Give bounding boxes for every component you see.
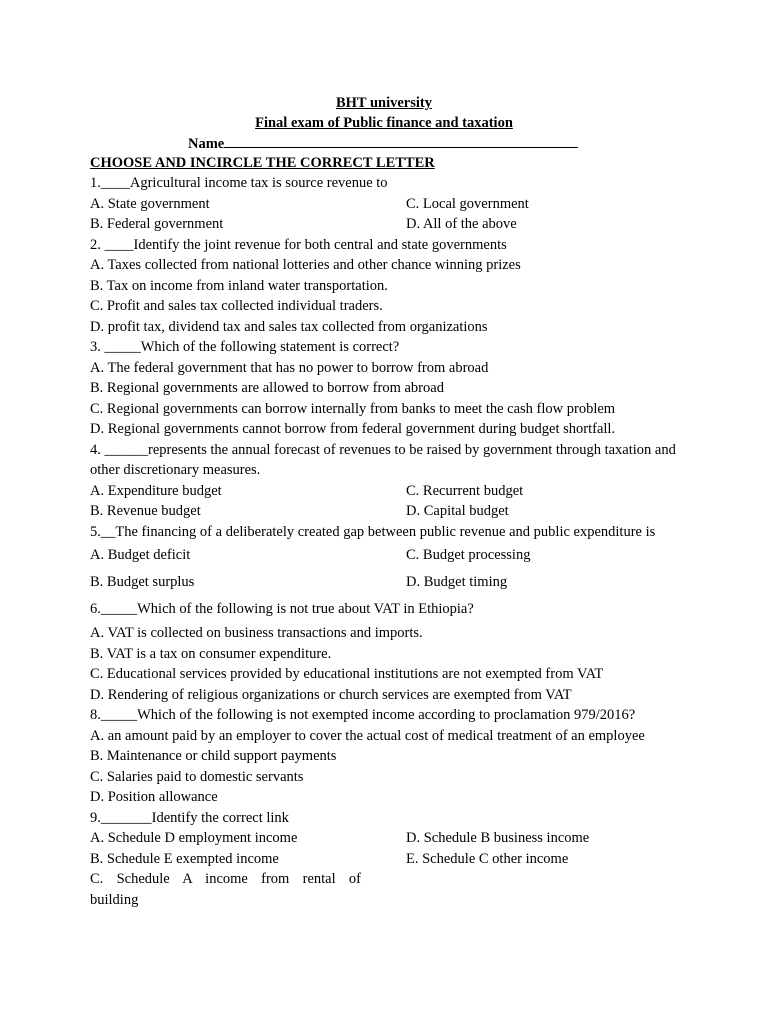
- q8-option-a: A. an amount paid by an employer to cover the actual cost of medical treatment of an employee: [90, 727, 645, 744]
- question-2: 2. ____Identify the joint revenue for both central and state governments: [90, 236, 507, 253]
- q8-option-d: D. Position allowance: [90, 789, 218, 805]
- question-9-options-row-2: [90, 849, 678, 870]
- q1-option-a: A. State government: [90, 195, 210, 212]
- q1-option-c: C. Local government: [406, 195, 529, 212]
- q2-option-b: B. Tax on income from inland water transportation.: [90, 277, 388, 294]
- q3-option-b: B. Regional governments are allowed to borrow from abroad: [90, 380, 444, 396]
- question-5-options-row-2: [90, 569, 678, 596]
- q9-option-a: A. Schedule D employment income: [90, 830, 298, 846]
- q6-option-c: C. Educational services provided by educational institutions are not exempted from VAT: [90, 666, 604, 682]
- q1-option-d: D. All of the above: [406, 216, 517, 232]
- q6-option-a: A. VAT is collected on business transactions and imports.: [90, 625, 423, 641]
- q6-option-d: D. Rendering of religious organizations or church services are exempted from VAT: [90, 686, 572, 703]
- question-4-options-row-1: [90, 481, 678, 502]
- question-9-options-row-1: [90, 828, 678, 849]
- q8-option-c: C. Salaries paid to domestic servants: [90, 768, 304, 785]
- question-6: 6._____Which of the following is not true about VAT in Ethiopia?: [90, 601, 474, 617]
- name-label: Name: [188, 136, 225, 152]
- question-5: 5.__The financing of a deliberately created gap between public revenue and public expenditure is: [90, 523, 656, 540]
- question-3: 3. _____Which of the following statement is correct?: [90, 339, 400, 355]
- q8-option-b: B. Maintenance or child support payments: [90, 748, 337, 764]
- q9-option-d: D. Schedule B business income: [406, 830, 590, 846]
- exam-page: [90, 93, 678, 910]
- q4-option-b: B. Revenue budget: [90, 503, 201, 519]
- q2-option-d: D. profit tax, dividend tax and sales tax collected from organizations: [90, 318, 488, 335]
- q5-option-d: D. Budget timing: [406, 574, 508, 590]
- university-title: BHT university: [335, 95, 432, 111]
- q5-option-a: A. Budget deficit: [90, 547, 191, 563]
- q3-option-c: C. Regional governments can borrow internally from banks to meet the cash flow problem: [90, 400, 616, 417]
- q9-option-e: E. Schedule C other income: [406, 850, 569, 867]
- question-8: 8._____Which of the following is not exempted income according to proclamation 979/2016?: [90, 707, 636, 723]
- q5-option-b: B. Budget surplus: [90, 574, 195, 590]
- q4-option-d: D. Capital budget: [406, 503, 509, 519]
- question-1-options-row-2: [90, 214, 678, 235]
- q2-option-a: A. Taxes collected from national lotteries and other chance winning prizes: [90, 257, 521, 273]
- question-1: 1.____Agricultural income tax is source revenue to: [90, 175, 388, 191]
- question-4-options-row-2: [90, 501, 678, 522]
- q4-option-c: C. Recurrent budget: [406, 482, 524, 499]
- q2-option-c: C. Profit and sales tax collected individual traders.: [90, 298, 383, 314]
- exam-title: Final exam of Public finance and taxation: [255, 115, 513, 131]
- q3-option-d: D. Regional governments cannot borrow from federal government during budget shortfall.: [90, 421, 616, 437]
- q9-option-c-line-1: C. Schedule A income from rental of: [90, 871, 361, 887]
- q3-option-a: A. The federal government that has no power to borrow from abroad: [90, 359, 489, 376]
- question-9: 9._______Identify the correct link: [90, 809, 289, 826]
- question-4: 4. ______represents the annual forecast of revenues to be raised by government through taxation and other discretionary measures.: [90, 441, 676, 478]
- q9-option-c-line-2: building: [90, 891, 139, 908]
- name-field: [188, 133, 678, 153]
- q1-option-b: B. Federal government: [90, 216, 224, 232]
- q4-option-a: A. Expenditure budget: [90, 482, 222, 499]
- q6-option-b: B. VAT is a tax on consumer expenditure.: [90, 645, 332, 662]
- question-1-options-row-1: [90, 194, 678, 215]
- q9-option-b: B. Schedule E exempted income: [90, 850, 279, 867]
- name-blank-line: [224, 133, 578, 148]
- question-5-options-row-1: [90, 542, 678, 569]
- q5-option-c: C. Budget processing: [406, 547, 531, 563]
- instruction-heading: CHOOSE AND INCIRCLE THE CORRECT LETTER: [90, 155, 435, 171]
